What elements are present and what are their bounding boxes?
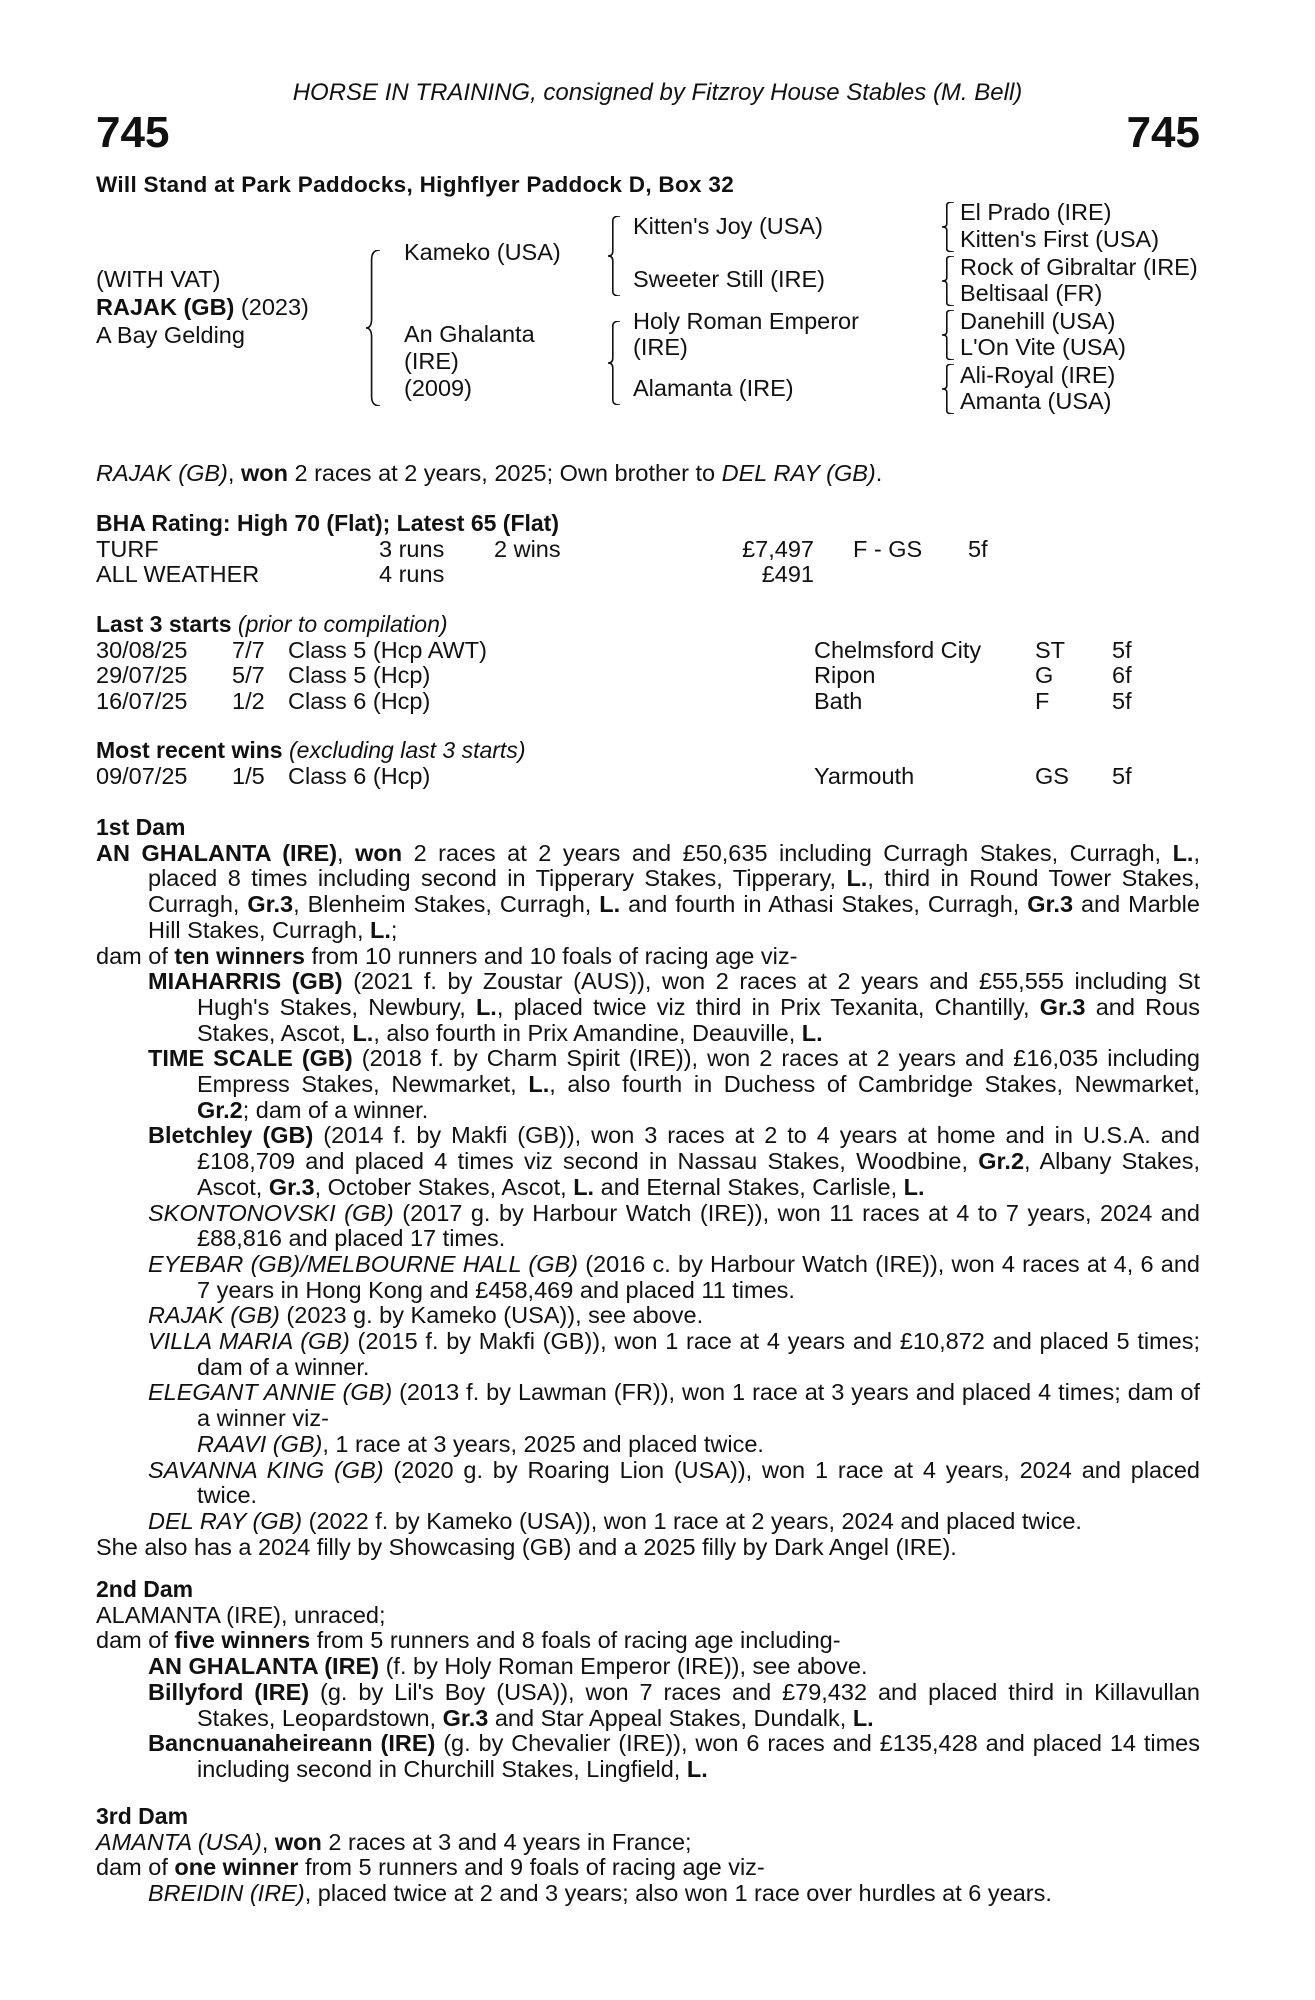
text-run: , placed twice viz third in Prix Texanita, Chantilly, (496, 993, 1040, 1020)
second-dam-section (96, 1577, 1200, 1783)
dist: 5f (1112, 762, 1132, 789)
bold-text: L. (903, 1173, 925, 1200)
text-run: from 5 runners and 8 foals of racing age including- (310, 1627, 841, 1654)
runs: 3 runs (379, 535, 445, 562)
bold-text: MIAHARRIS (GB) (148, 968, 343, 995)
text-run: , (227, 460, 241, 486)
runs: 4 runs (379, 561, 445, 588)
italic-name: ELEGANT ANNIE (GB) (148, 1379, 393, 1406)
bold-text: L. (352, 1019, 374, 1046)
dam-line-3: (2009) (404, 375, 472, 401)
dam-paragraph (96, 841, 1200, 944)
text-run: 2 races at 2 years and £50,635 including Curragh Stakes, Curragh, (402, 839, 1173, 866)
progeny-entry (96, 969, 1200, 1046)
text-run: (2017 g. by Harbour Watch (IRE)), won 11 races at 4 to 7 years, 2024 and £88,816 and placed 17 times. (197, 1199, 1200, 1252)
text-run: and Star Appeal Stakes, Dundalk, (488, 1704, 853, 1731)
text-run: , Albany Stakes, Ascot, (197, 1148, 1200, 1200)
pedigree-brace (942, 364, 954, 414)
bold-text: AN GHALANTA (IRE) (148, 1653, 380, 1680)
going: ST (1035, 636, 1066, 663)
summary-line (96, 461, 1200, 487)
text-run: , third in Round Tower Stakes, Curragh, (148, 865, 1200, 918)
going: F (1035, 688, 1050, 715)
bold-text: one winner (174, 1854, 299, 1881)
text-run: (2016 c. by Harbour Watch (IRE)), won 4 races at 4, 6 and 7 years in Hong Kong and £458,469 and placed 11 times. (197, 1250, 1200, 1303)
text-run: , Blenheim Stakes, Curragh, (293, 891, 600, 918)
bold-text: won (240, 460, 288, 486)
gen3-ancestor: Amanta (USA) (960, 388, 1112, 414)
italic-name: AMANTA (USA) (96, 1828, 262, 1855)
bold-text: ten winners (174, 942, 305, 969)
third-dam-section (96, 1804, 1200, 1907)
dam-line-2: (IRE) (404, 348, 459, 374)
recent-wins-section (96, 738, 1200, 789)
dam-paragraph (96, 1830, 1200, 1856)
progeny-entry (96, 1329, 1200, 1380)
italic-name: VILLA MARIA (GB) (148, 1328, 350, 1355)
gen3-ancestor: Danehill (USA) (960, 308, 1116, 334)
italic-name: DEL RAY (GB) (721, 460, 876, 486)
dam-heading: 2nd Dam (96, 1576, 194, 1602)
text-run: (2018 f. by Charm Spirit (IRE)), won 2 races at 2 years and £16,035 including Empress Stakes, Newmarket, (197, 1045, 1200, 1098)
text-run: and Marble Hill Stakes, Curragh, (148, 891, 1200, 943)
text-run: (2020 g. by Roaring Lion (USA)), won 1 race at 4 years, 2024 and placed twice. (197, 1456, 1201, 1509)
pedigree-brace (608, 321, 620, 405)
surface: ALL WEATHER (96, 561, 260, 588)
cls: Class 5 (Hcp) (288, 662, 431, 689)
text-run: and fourth in Athasi Stakes, Curragh, (620, 891, 1028, 918)
text-run: (2022 f. by Kameko (USA)), won 1 race at 2 years, 2024 and placed twice. (302, 1507, 1082, 1534)
text-run: ALAMANTA (IRE), unraced; (96, 1601, 386, 1628)
progeny-entry (96, 1881, 1200, 1907)
progeny-entry (96, 1046, 1200, 1123)
text-run: (g. by Chevalier (IRE)), won 6 races and £135,428 and placed 14 times including second in Churchill Stakes, Lingfield, (197, 1730, 1200, 1782)
bold-text: Gr.2 (197, 1096, 243, 1123)
text-run: , placed twice at 2 and 3 years; also won 1 race over hurdles at 6 years. (304, 1880, 1052, 1907)
italic-name: EYEBAR (GB)/MELBOURNE HALL (GB) (148, 1250, 578, 1277)
dam-heading: 1st Dam (96, 814, 186, 840)
date: 29/07/25 (96, 662, 188, 689)
last-starts-title (96, 612, 1200, 638)
dist: 5f (1112, 636, 1132, 663)
text-run: , also fourth in Prix Amandine, Deauville, (373, 1019, 802, 1046)
text-run: ; dam of a winner. (242, 1096, 429, 1123)
pos: 1/2 (232, 688, 265, 715)
bold-text: L. (801, 1019, 823, 1046)
date: 16/07/25 (96, 688, 188, 715)
going: F - GS (853, 535, 923, 562)
text-run: . (875, 460, 883, 486)
pedigree-brace (608, 216, 620, 296)
text-run: (2013 f. by Lawman (FR)), won 1 race at 3 years and placed 4 times; dam of a winner viz- (197, 1379, 1200, 1432)
vat-note: (WITH VAT) (96, 266, 221, 292)
pedigree-brace (366, 250, 380, 406)
course: Bath (814, 688, 863, 715)
text-run: from 10 runners and 10 foals of racing age viz- (304, 942, 798, 969)
title-note: (prior to compilation) (237, 611, 448, 637)
gen3-ancestor: El Prado (IRE) (960, 199, 1112, 225)
text-run: dam of (96, 942, 175, 969)
dam-line-1: An Ghalanta (404, 321, 535, 347)
dam-sire-line-1: Holy Roman Emperor (633, 308, 859, 334)
bold-text: won (355, 839, 403, 866)
progeny-entry (96, 1201, 1200, 1252)
bold-text: Gr.3 (268, 1173, 315, 1200)
dam-paragraph (96, 1535, 1200, 1561)
bold-text: L. (1172, 839, 1194, 866)
progeny-entry (96, 1432, 1200, 1458)
surface: TURF (96, 535, 159, 562)
bold-text: Billyford (IRE) (148, 1678, 310, 1705)
going: G (1035, 662, 1054, 689)
bold-text: L. (475, 993, 497, 1020)
record-row (96, 537, 1200, 563)
bold-text: L. (852, 1704, 874, 1731)
text-run: (g. by Lil's Boy (USA)), won 7 races and £79,432 and placed third in Killavullan Stakes, Leopardstown, (197, 1678, 1200, 1731)
sire-sire: Kitten's Joy (USA) (633, 213, 823, 239)
going: GS (1035, 762, 1069, 789)
italic-name: RAJAK (GB) (148, 1302, 280, 1329)
stand-location: Will Stand at Park Paddocks, Highflyer Paddock D, Box 32 (96, 172, 735, 197)
bold-text: AN GHALANTA (IRE) (96, 839, 338, 866)
text-run: , (261, 1828, 275, 1855)
first-dam-section (96, 815, 1200, 1560)
dam-paragraph (96, 1603, 1200, 1629)
sire: Kameko (USA) (404, 239, 561, 265)
bold-text: L. (599, 891, 621, 918)
progeny-entry (96, 1731, 1200, 1782)
italic-name: SKONTONOVSKI (GB) (148, 1199, 394, 1226)
bha-rating-title: BHA Rating: High 70 (Flat); Latest 65 (Flat) (96, 510, 559, 536)
bold-text: won (274, 1828, 322, 1855)
bold-text: Gr.3 (247, 891, 294, 918)
text-run: and Eternal Stakes, Carlisle, (594, 1173, 904, 1200)
progeny-entry (96, 1680, 1200, 1731)
gen3-ancestor: Kitten's First (USA) (960, 226, 1160, 252)
text-run: dam of (96, 1627, 175, 1654)
course: Chelmsford City (814, 636, 982, 663)
start-row (96, 689, 1200, 715)
bold-text: Bletchley (GB) (148, 1122, 314, 1149)
cls: Class 5 (Hcp AWT) (288, 636, 487, 663)
bold-text: L. (528, 1071, 550, 1098)
bold-text: Gr.3 (1039, 993, 1086, 1020)
bold-text: L. (370, 916, 391, 943)
bold-text: Gr.3 (442, 1704, 489, 1731)
bold-text: L. (846, 865, 868, 892)
course: Ripon (814, 662, 876, 689)
progeny-entry (96, 1509, 1200, 1535)
start-row (96, 764, 1200, 790)
race-summary (96, 461, 1200, 487)
distance: 5f (968, 535, 988, 562)
bold-text: L. (686, 1755, 708, 1782)
text-run: (2014 f. by Makfi (GB)), won 3 races at 2 to 4 years at home and in U.S.A. and £108,709 and placed 4 times viz second in Nassau Stakes, Woodbine, (197, 1122, 1200, 1175)
bold-text: Gr.2 (978, 1148, 1025, 1175)
record-row (96, 562, 1200, 588)
pedigree-brace (942, 310, 954, 360)
italic-name: BREIDIN (IRE) (148, 1880, 305, 1907)
pos: 7/7 (232, 636, 265, 663)
text-run: 2 races at 3 and 4 years in France; (321, 1828, 692, 1855)
pos: 1/5 (232, 762, 265, 789)
dam-heading: 3rd Dam (96, 1803, 189, 1829)
text-run: , 1 race at 3 years, 2025 and placed twice. (322, 1430, 764, 1457)
bold-text: TIME SCALE (GB) (148, 1045, 353, 1072)
pos: 5/7 (232, 662, 265, 689)
text-run: , placed 8 times including second in Tipperary Stakes, Tipperary, (148, 839, 1200, 892)
progeny-entry (96, 1123, 1200, 1200)
text-run: , also fourth in Duchess of Cambridge Stakes, Newmarket, (549, 1071, 1200, 1098)
text-run: , October Stakes, Ascot, (314, 1173, 574, 1200)
prize-money: £7,497 (742, 535, 814, 562)
bold-text: L. (573, 1173, 595, 1200)
text-run: (2023 g. by Kameko (USA)), see above. (279, 1302, 704, 1329)
pedigree-brace (942, 202, 954, 252)
bold-text: Gr.3 (1027, 891, 1074, 918)
recent-wins-title (96, 738, 1200, 764)
wins: 2 wins (494, 535, 561, 562)
prize-money: £491 (761, 561, 814, 588)
text-run: 2 races at 2 years, 2025; Own brother to (287, 460, 722, 486)
text-run: dam of (96, 1854, 175, 1881)
horse-description: A Bay Gelding (96, 322, 245, 348)
text-run: (f. by Holy Roman Emperor (IRE)), see above. (379, 1653, 868, 1680)
italic-name: RAAVI (GB) (197, 1430, 323, 1457)
progeny-entry (96, 1654, 1200, 1680)
dam-paragraph (96, 1855, 1200, 1881)
dam-dam: Alamanta (IRE) (633, 375, 794, 401)
text-run: , (337, 839, 356, 866)
dam-sire-line-2: (IRE) (633, 334, 688, 360)
horse-year: (2023) (240, 294, 309, 320)
text-run: She also has a 2024 filly by Showcasing (GB) and a 2025 filly by Dark Angel (IRE). (96, 1533, 957, 1560)
dam-paragraph (96, 944, 1200, 970)
bold-text: Bancnuanaheireann (IRE) (148, 1730, 436, 1757)
progeny-entry (96, 1303, 1200, 1329)
catalogue-header: HORSE IN TRAINING, consigned by Fitzroy House Stables (M. Bell) (292, 79, 1023, 106)
dist: 6f (1112, 662, 1132, 689)
dam-paragraph (96, 1628, 1200, 1654)
progeny-entry (96, 1458, 1200, 1509)
horse-title (96, 295, 309, 321)
bha-rating-section (96, 511, 1200, 588)
title-text: Last 3 starts (96, 611, 232, 637)
bold-text: five winners (174, 1627, 311, 1654)
date: 30/08/25 (96, 636, 188, 663)
title-text: Most recent wins (96, 737, 283, 763)
date: 09/07/25 (96, 762, 188, 789)
last-starts-section (96, 612, 1200, 715)
lot-number-right: 745 (1126, 108, 1200, 157)
text-run: (2021 f. by Zoustar (AUS)), won 2 races at 2 years and £55,555 including St Hugh's Stakes, Newbury, (197, 968, 1201, 1020)
gen3-ancestor: Rock of Gibraltar (IRE) (960, 254, 1198, 280)
lot-number-left: 745 (96, 108, 170, 157)
progeny-entry (96, 1380, 1200, 1431)
italic-name: RAJAK (GB) (96, 460, 228, 486)
cls: Class 6 (Hcp) (288, 688, 431, 715)
pedigree-brace (942, 256, 954, 306)
italic-name: SAVANNA KING (GB) (148, 1456, 384, 1483)
sire-dam: Sweeter Still (IRE) (633, 266, 825, 292)
cls: Class 6 (Hcp) (288, 762, 431, 789)
start-row (96, 638, 1200, 664)
start-row (96, 663, 1200, 689)
italic-name: DEL RAY (GB) (148, 1507, 303, 1534)
gen3-ancestor: Beltisaal (FR) (960, 280, 1103, 306)
text-run: from 5 runners and 9 foals of racing age viz- (298, 1854, 765, 1881)
course: Yarmouth (814, 762, 915, 789)
gen3-ancestor: Ali-Royal (IRE) (960, 362, 1116, 388)
horse-name: RAJAK (GB) (96, 294, 235, 320)
text-run: ; (390, 916, 398, 943)
text-run: and Rous Stakes, Ascot, (197, 993, 1200, 1046)
gen3-ancestor: L'On Vite (USA) (960, 334, 1127, 360)
dist: 5f (1112, 688, 1132, 715)
progeny-entry (96, 1252, 1200, 1303)
title-note: (excluding last 3 starts) (289, 737, 526, 763)
text-run: (2015 f. by Makfi (GB)), won 1 race at 4 years and £10,872 and placed 5 times; dam of a winner. (197, 1328, 1200, 1380)
